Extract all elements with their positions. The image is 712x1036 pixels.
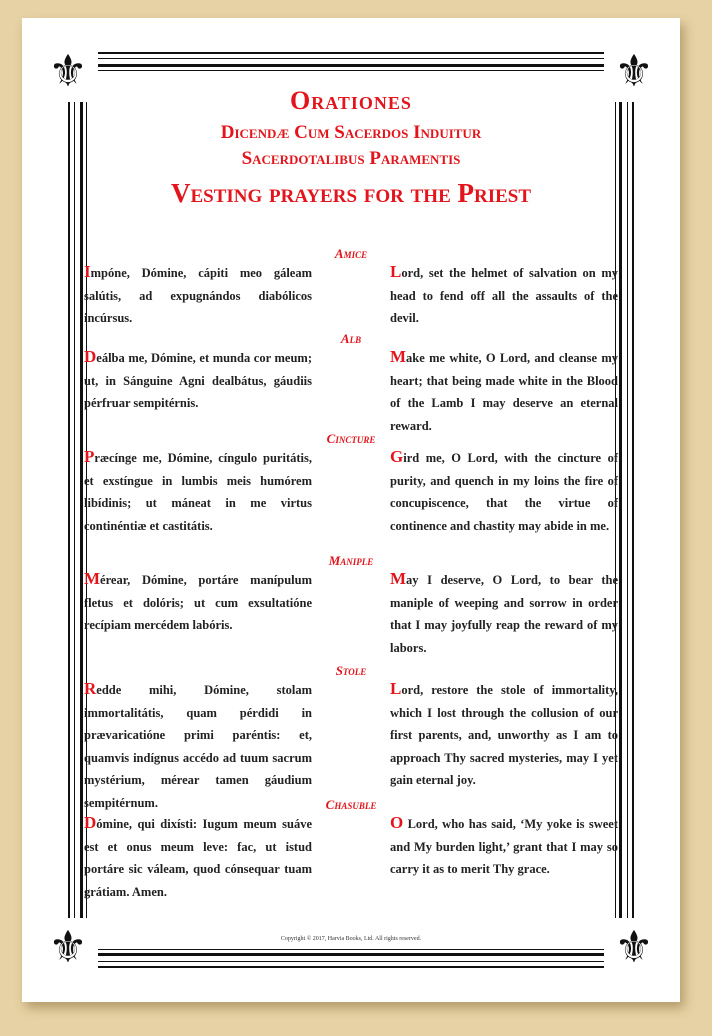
english-prayer [390,678,618,792]
fleur-de-lis-icon: ⚜ [604,918,664,978]
subtitle-english: Vesting prayers for the Priest [170,178,532,208]
english-prayer [390,812,618,881]
section-title: Alb [340,331,362,346]
latin-prayer [84,446,312,537]
prayer-text: mpóne, Dómine, cápiti meo gáleam salútis, ad expugnándos diabólicos incúrsus. [84,266,312,325]
prayer-text: ord, set the helmet of salvation on my head to fend off all the assaults of the devil. [390,266,618,325]
prayer-text: edde mihi, Dómine, stolam immortalitátis, quam pérdidi in prævaricatióne primi paréntis: et, quamvis indígnus accédo ad tuum sacrum mystérium, mérear tamen gáudium sempitérnum. [84,683,312,810]
section-title: Amice [334,246,368,261]
english-prayer [390,446,618,537]
drop-initial: P [84,447,95,466]
drop-initial: M [390,569,407,588]
drop-initial: M [84,569,101,588]
drop-initial: G [390,447,404,466]
copyright: Copyright © 2017, Harvia Books, Ltd. All rights reserved. [280,936,422,942]
section-title: Cincture [326,431,376,446]
english-prayer [390,346,618,437]
prayer-text: érear, Dómine, portáre manípulum fletus et dolóris; ut cum exsultatióne recípiam mercédem labóris. [84,573,312,632]
drop-initial: R [84,679,97,698]
subtitle: Dicendæ Cum Sacerdos Induitur [220,122,482,143]
latin-prayer [84,346,312,415]
page-title: Orationes [290,86,412,115]
drop-initial: M [390,347,407,366]
fleur-de-lis-icon: ⚜ [38,918,98,978]
drop-initial: I [84,262,91,281]
section-title: Maniple [328,553,374,568]
drop-initial: D [84,347,97,366]
prayer-text: ird me, O Lord, with the cincture of purity, and quench in my loins the fire of concupiscence, that the virtue of continence and chastity may abide in me. [390,451,618,533]
latin-prayer [84,678,312,814]
prayer-card [22,18,680,1002]
section-title: Stole [335,663,367,678]
prayer-text: ómine, qui dixísti: Iugum meum suáve est et onus meum leve: fac, ut istud portáre sic váleam, quod cónsequar tuam grátiam. Amen. [84,817,312,899]
prayer-text: Lord, who has said, ‘My yoke is sweet and My burden light,’ grant that I may so carry it as to merit Thy grace. [390,817,618,876]
latin-prayer [84,261,312,330]
fleur-de-lis-icon: ⚜ [38,42,98,102]
fleur-de-lis-icon: ⚜ [604,42,664,102]
english-prayer [390,261,618,330]
drop-initial: O [390,813,404,832]
english-prayer [390,568,618,659]
prayer-text: ay I deserve, O Lord, to bear the maniple of weeping and sorrow in order that I may joyfully reap the reward of my labors. [390,573,618,655]
latin-prayer [84,812,312,903]
drop-initial: D [84,813,97,832]
subtitle: Sacerdotalibus Paramentis [241,148,461,169]
section-title: Chasuble [325,797,377,812]
drop-initial: L [390,262,402,281]
prayer-text: ræcínge me, Dómine, cíngulo puritátis, et exstíngue in lumbis meis humórem libídinis; ut máneat in me virtus continéntiæ et castitátis. [84,451,312,533]
prayer-text: ord, restore the stole of immortality, which I lost through the collusion of our first parents, and, unworthy as I am to approach Thy sacred mysteries, may I yet gain eternal joy. [390,683,618,787]
prayer-text: ake me white, O Lord, and cleanse my heart; that being made white in the Blood of the Lamb I may deserve an eternal reward. [390,351,618,433]
drop-initial: L [390,679,402,698]
prayer-text: eálba me, Dómine, et munda cor meum; ut, in Sánguine Agni dealbátus, gáudiis pérfruar sempitérnis. [84,351,312,410]
latin-prayer [84,568,312,637]
